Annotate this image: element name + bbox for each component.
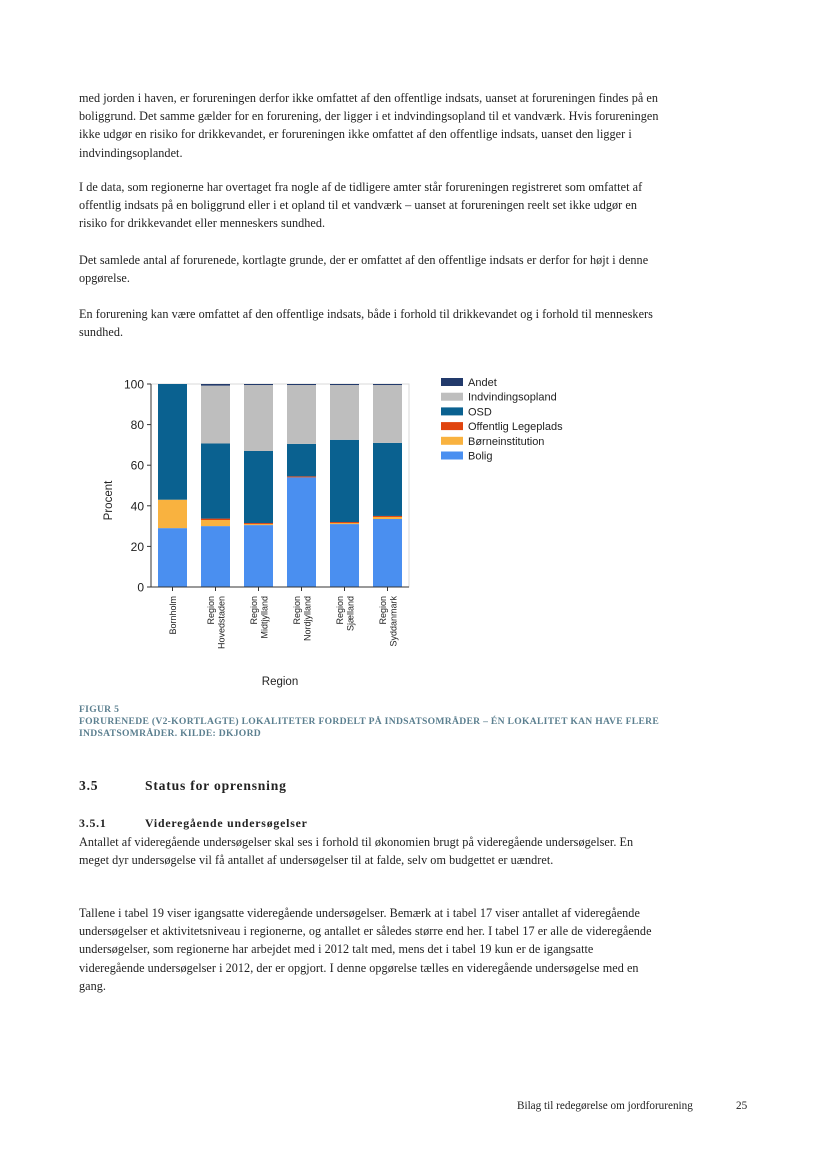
intro-paragraph-1: med jorden i haven, er forureningen derfor ikke omfattet af den offentlige indsats, uanset at forureningen findes på en boliggrund. Det samme gælder for en forurening, der ligger i et indvindingsopland til et vandværk. Hvis forureningen ikke udgør en risiko for drikkevandet, er forureningen ikke omfattet af den offentlige indsats, uanset den ligger i indvindingsoplandet. bbox=[79, 91, 659, 160]
bar-segment bbox=[373, 517, 402, 519]
legend-swatch bbox=[441, 437, 463, 445]
x-tick-label: Region bbox=[248, 596, 259, 625]
legend-swatch bbox=[441, 452, 463, 460]
bar-segment bbox=[201, 386, 230, 444]
x-tick-label: Region bbox=[377, 596, 388, 625]
x-tick-label: Hovedstaden bbox=[216, 596, 227, 650]
body-paragraph-1: Antallet af videregående undersøgelser skal ses i forhold til økonomien brugt på videregående undersøgelser. En meget dyr undersøgelse vil få antallet af undersøgelser til at falde, selv om budgettet er uændret. bbox=[79, 835, 634, 868]
bar-segment bbox=[287, 476, 316, 477]
bar-segment bbox=[158, 500, 187, 528]
legend-label: Offentlig Legeplads bbox=[468, 421, 563, 434]
bar-segment bbox=[330, 385, 359, 440]
figure-caption: FORURENEDE (V2-KORTLAGTE) LOKALITETER FORDELT PÅ INDSATSOMRÅDER – ÉN LOKALITET KAN HAVE FLERE INDSATSOMRÅDER. KILDE: DKJORD bbox=[79, 716, 660, 740]
legend-label: OSD bbox=[468, 406, 492, 419]
bar-segment bbox=[201, 520, 230, 526]
y-tick-label: 40 bbox=[130, 499, 144, 514]
bar-segment bbox=[373, 384, 402, 385]
legend-label: Andet bbox=[468, 377, 497, 389]
bar-segment bbox=[373, 519, 402, 587]
x-tick-label: Region bbox=[334, 596, 345, 625]
y-tick-label: 80 bbox=[130, 418, 144, 433]
x-tick-label: Region bbox=[291, 596, 302, 625]
plot-area-border bbox=[151, 384, 409, 587]
bar-segment bbox=[158, 384, 187, 500]
bar-segment bbox=[287, 477, 316, 587]
x-axis-title: Region bbox=[261, 676, 299, 688]
bar-segment bbox=[244, 384, 273, 385]
legend-swatch bbox=[441, 422, 463, 430]
legend-swatch bbox=[441, 393, 463, 401]
y-axis-title: Procent bbox=[103, 480, 115, 521]
section-title: Status for oprensning bbox=[145, 778, 287, 793]
x-tick-label: Bornholm bbox=[168, 596, 178, 635]
bar-segment bbox=[158, 528, 187, 587]
figure-label: FIGUR 5 bbox=[79, 704, 120, 715]
stacked-bar-chart bbox=[95, 370, 565, 700]
subsection-number: 3.5.1 bbox=[79, 816, 107, 830]
bar-segment bbox=[244, 385, 273, 451]
legend-swatch bbox=[441, 407, 463, 415]
intro-paragraph-4: En forurening kan være omfattet af den offentlige indsats, både i forhold til drikkevandet og i forhold til menneskers sundhed. bbox=[79, 307, 653, 340]
bar-segment bbox=[330, 524, 359, 587]
section-number: 3.5 bbox=[79, 778, 99, 793]
bar-segment bbox=[201, 443, 230, 518]
intro-paragraph-3: Det samlede antal af forurenede, kortlagte grunde, der er omfattet af den offentlige indsats er derfor for højt i denne opgørelse. bbox=[79, 253, 649, 286]
section-heading bbox=[79, 778, 287, 794]
bar-segment bbox=[287, 385, 316, 444]
x-tick-label: Region bbox=[205, 596, 216, 625]
y-tick-label: 0 bbox=[137, 580, 144, 595]
legend-label: Bolig bbox=[468, 450, 493, 463]
y-tick-label: 20 bbox=[130, 539, 144, 554]
bar-segment bbox=[244, 525, 273, 587]
legend-label: Indvindingsopland bbox=[468, 391, 557, 404]
bar-segment bbox=[330, 523, 359, 524]
bar-segment bbox=[373, 443, 402, 516]
subsection-title: Videregående undersøgelser bbox=[145, 816, 308, 830]
bar-segment bbox=[201, 526, 230, 587]
bar-segment bbox=[373, 516, 402, 517]
bar-segment bbox=[330, 384, 359, 385]
bar-segment bbox=[244, 524, 273, 525]
y-tick-label: 60 bbox=[130, 458, 144, 473]
bar-segment bbox=[201, 384, 230, 386]
body-paragraph-2: Tallene i tabel 19 viser igangsatte videregående undersøgelser. Bemærk at i tabel 17 viser antallet af videregående undersøgelser et aktivitetsniveau i regionerne, og antallet er således større end her. I tabel 17 er alle de videregående undersøgelser, som regionerne har arbejdet med i 2012 talt med, mens det i tabel 19 kun er de igangsatte videregående undersøgelser i 2012, der er opgjort. I denne opgørelse tælles en videregående undersøgelse med en gang. bbox=[79, 906, 652, 993]
y-tick-label: 100 bbox=[123, 377, 144, 392]
legend-swatch bbox=[441, 378, 463, 386]
bar-segment bbox=[330, 440, 359, 522]
x-tick-label: Nordjylland bbox=[302, 596, 313, 642]
x-tick-label: Sjælland bbox=[345, 596, 356, 632]
bar-segment bbox=[244, 451, 273, 523]
page-number: 25 bbox=[736, 1100, 748, 1112]
subsection-heading bbox=[79, 816, 308, 831]
legend-label: Børneinstitution bbox=[468, 435, 545, 448]
bar-segment bbox=[287, 384, 316, 385]
x-tick-label: Midtjylland bbox=[259, 596, 270, 639]
bar-segment bbox=[244, 523, 273, 524]
footer-text: Bilag til redegørelse om jordforurening bbox=[517, 1100, 693, 1112]
intro-paragraph-2: I de data, som regionerne har overtaget fra nogle af de tidligere amter står forureningen registreret som omfattet af offentlig indsats på en boliggrund eller i et opland til et vandværk – uanset at forureningen reelt set ikke udgør en risiko for drikkevandet eller menneskers sundhed. bbox=[79, 180, 643, 231]
bar-segment bbox=[201, 519, 230, 520]
bar-segment bbox=[330, 522, 359, 523]
bar-segment bbox=[287, 444, 316, 476]
x-tick-label: Syddanmark bbox=[388, 596, 399, 647]
bar-segment bbox=[373, 385, 402, 443]
